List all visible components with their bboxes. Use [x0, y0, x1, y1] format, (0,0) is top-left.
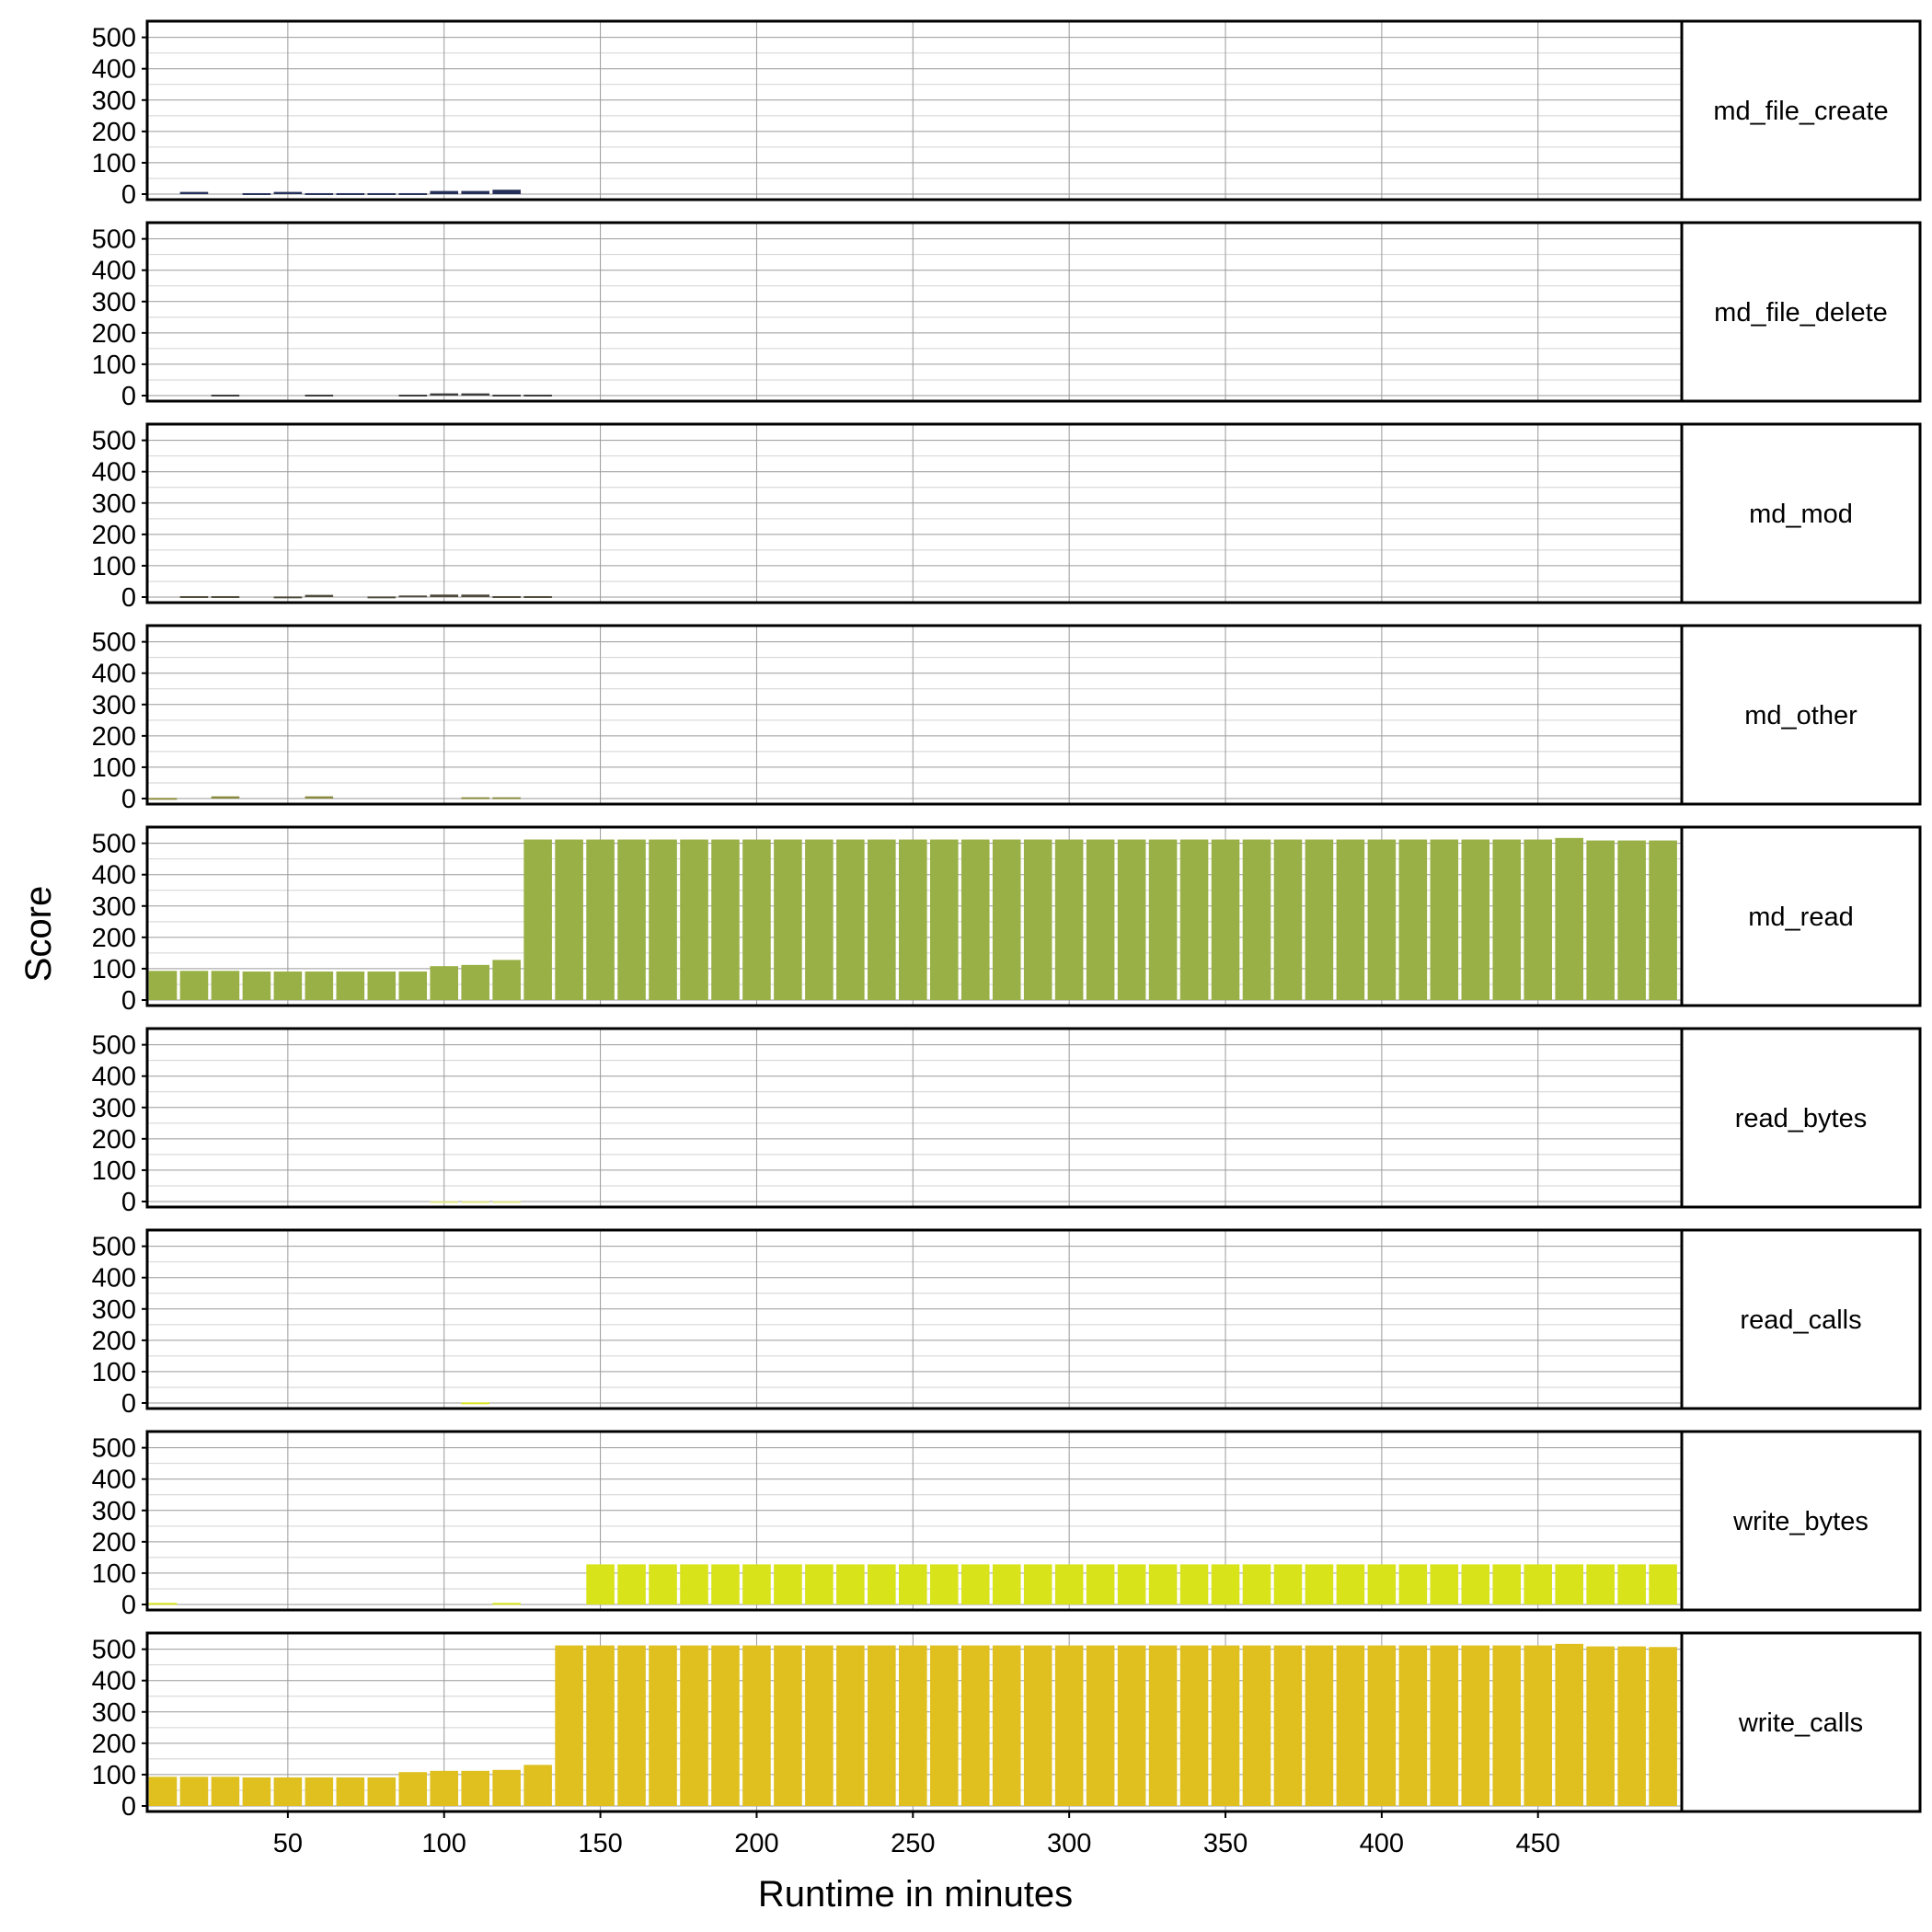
bar [1368, 1564, 1397, 1604]
bar [180, 971, 209, 1000]
bar [961, 1646, 990, 1806]
bar [367, 1777, 396, 1806]
y-tick-label: 200 [91, 721, 136, 752]
bar [337, 193, 365, 195]
bar [180, 192, 209, 194]
bar [649, 1564, 677, 1604]
y-tick-label: 200 [91, 1527, 136, 1558]
y-tick-label: 400 [91, 54, 136, 85]
facet-strip-label: md_other [1744, 701, 1857, 730]
x-tick-label: 400 [1359, 1829, 1405, 1858]
y-tick-label: 0 [121, 180, 136, 210]
bar [868, 1564, 896, 1604]
bar [398, 395, 427, 397]
bar [680, 1646, 708, 1806]
bar [1337, 1564, 1365, 1604]
x-tick-label: 100 [421, 1829, 466, 1858]
bar [586, 840, 615, 1000]
bar [1586, 1564, 1615, 1604]
bar [461, 1402, 489, 1404]
bar [243, 1777, 271, 1806]
bar [1118, 1646, 1146, 1806]
bar [1617, 1647, 1646, 1806]
y-tick-label: 500 [91, 1635, 136, 1665]
y-tick-label: 200 [91, 1326, 136, 1356]
bar [805, 840, 834, 1000]
bar [337, 1777, 365, 1806]
panel-write-calls [92, 1633, 1920, 1822]
bar [1180, 1564, 1209, 1604]
bar [836, 840, 865, 1000]
bar [1180, 1646, 1209, 1806]
bar [868, 840, 896, 1000]
bar [523, 840, 552, 1000]
bar [492, 1603, 521, 1604]
bar [305, 595, 334, 597]
facet-strip-label: md_file_create [1713, 97, 1889, 126]
y-tick-label: 300 [91, 489, 136, 519]
y-tick-label: 400 [91, 1062, 136, 1092]
bar [461, 1771, 489, 1806]
y-tick-label: 100 [91, 1760, 136, 1790]
panel-frame [147, 424, 1682, 603]
bar [212, 1777, 240, 1806]
y-tick-label: 100 [91, 954, 136, 984]
bar [649, 1646, 677, 1806]
bar [523, 395, 552, 397]
bar [1555, 1644, 1583, 1806]
y-tick-label: 100 [91, 148, 136, 178]
y-axis-title: Score [18, 885, 59, 983]
y-tick-label: 200 [91, 520, 136, 550]
bar [398, 193, 427, 195]
bar [899, 1564, 927, 1604]
bar [1492, 1564, 1521, 1604]
bar [274, 192, 303, 194]
bar [555, 1646, 583, 1806]
y-tick-label: 400 [91, 1263, 136, 1294]
y-tick-label: 500 [91, 1433, 136, 1464]
x-axis-title: Runtime in minutes [757, 1874, 1074, 1915]
bar [555, 840, 583, 1000]
bar [1024, 840, 1052, 1000]
bar [961, 840, 990, 1000]
bar [398, 595, 427, 597]
bar [617, 1646, 646, 1806]
y-tick-label: 400 [91, 1465, 136, 1495]
bar [1462, 840, 1490, 1000]
bar [1399, 1564, 1428, 1604]
bar [1087, 1564, 1115, 1604]
panel-md-read [92, 827, 1920, 1016]
x-tick-label: 50 [272, 1829, 304, 1858]
y-tick-label: 500 [91, 627, 136, 658]
y-tick-label: 300 [91, 891, 136, 922]
panel-write-bytes [92, 1432, 1920, 1620]
bar [1149, 840, 1178, 1000]
bar [461, 394, 489, 396]
bar [711, 840, 740, 1000]
facet-strip-label: read_calls [1740, 1305, 1862, 1335]
x-tick-label: 300 [1046, 1829, 1092, 1858]
y-tick-label: 400 [91, 457, 136, 488]
x-tick-label: 250 [891, 1829, 936, 1858]
x-tick-label: 150 [578, 1829, 623, 1858]
bar [1024, 1646, 1052, 1806]
panel-frame [147, 223, 1682, 401]
bar [1305, 840, 1334, 1000]
bar [337, 972, 365, 1000]
bar [711, 1646, 740, 1806]
bar [1087, 1646, 1115, 1806]
x-tick-label: 350 [1202, 1829, 1248, 1858]
y-tick-label: 0 [121, 1188, 136, 1217]
facet-strip-label: write_calls [1738, 1708, 1864, 1738]
bar [805, 1646, 834, 1806]
y-tick-label: 400 [91, 1666, 136, 1696]
panel-md-other [92, 626, 1920, 814]
y-tick-label: 500 [91, 1030, 136, 1061]
bar [1149, 1646, 1178, 1806]
bar [492, 1202, 521, 1203]
y-tick-label: 500 [91, 426, 136, 456]
bar [430, 394, 458, 396]
bar [899, 1646, 927, 1806]
bar [1212, 1646, 1240, 1806]
y-tick-label: 100 [91, 753, 136, 783]
bar [1149, 1564, 1178, 1604]
facet-strip-label: md_file_delete [1714, 298, 1888, 328]
bar [1274, 1564, 1303, 1604]
bar [367, 193, 396, 195]
y-tick-label: 0 [121, 1591, 136, 1620]
bar [367, 972, 396, 1000]
bar [305, 193, 334, 195]
y-tick-label: 0 [121, 1792, 136, 1822]
facet-panels [92, 21, 1920, 1822]
bar [461, 1202, 489, 1203]
bar [1180, 840, 1209, 1000]
panel-read-calls [92, 1230, 1920, 1419]
bar [430, 1202, 458, 1203]
bar [1118, 840, 1146, 1000]
bar [742, 1646, 771, 1806]
x-axis [273, 1811, 1560, 1858]
y-tick-label: 400 [91, 860, 136, 891]
bar [274, 1777, 303, 1806]
bar [1431, 840, 1459, 1000]
bar [1617, 841, 1646, 1000]
bar [1524, 1564, 1552, 1604]
bar [711, 1564, 740, 1604]
bar [680, 1564, 708, 1604]
facet-strip-label: write_bytes [1733, 1507, 1869, 1536]
bar [1337, 840, 1365, 1000]
bar [1431, 1646, 1459, 1806]
bar [617, 840, 646, 1000]
bar [1024, 1564, 1052, 1604]
bar [1055, 840, 1084, 1000]
panel-md-file-delete [92, 223, 1920, 411]
bar [805, 1564, 834, 1604]
bar [305, 395, 334, 397]
y-tick-label: 300 [91, 1496, 136, 1526]
bar [1274, 1646, 1303, 1806]
y-tick-label: 500 [91, 23, 136, 53]
bar [461, 594, 489, 597]
panel-frame [147, 1029, 1682, 1207]
y-tick-label: 0 [121, 382, 136, 411]
bar [1617, 1564, 1646, 1604]
bar [1586, 1647, 1615, 1806]
y-tick-label: 200 [91, 1729, 136, 1759]
bar [1212, 840, 1240, 1000]
bar [305, 972, 334, 1000]
bar [180, 1777, 209, 1806]
bar [1305, 1646, 1334, 1806]
bar [212, 797, 240, 799]
y-tick-label: 100 [91, 350, 136, 380]
bar [774, 840, 802, 1000]
bar [461, 798, 489, 799]
y-tick-label: 0 [121, 986, 136, 1016]
bar [492, 1770, 521, 1806]
bar [1555, 1564, 1583, 1604]
bar [1337, 1646, 1365, 1806]
y-tick-label: 500 [91, 224, 136, 255]
bar [430, 1771, 458, 1806]
y-tick-label: 300 [91, 690, 136, 720]
bar [274, 972, 303, 1000]
bar [149, 971, 178, 1000]
y-tick-label: 500 [91, 829, 136, 859]
y-tick-label: 0 [121, 583, 136, 613]
facet-strip-label: read_bytes [1734, 1104, 1868, 1133]
bar [1555, 838, 1583, 1000]
bar [1243, 1646, 1271, 1806]
bar [586, 1564, 615, 1604]
bar [617, 1564, 646, 1604]
bar [1492, 1646, 1521, 1806]
bar [523, 596, 552, 598]
bar [1462, 1564, 1490, 1604]
bar [868, 1646, 896, 1806]
bar [149, 798, 178, 799]
bar [212, 971, 240, 1000]
bar [586, 1646, 615, 1806]
bar [1649, 1647, 1677, 1806]
bar [274, 596, 303, 598]
bar [243, 193, 271, 195]
bar [993, 1564, 1021, 1604]
bar [1243, 840, 1271, 1000]
y-tick-label: 300 [91, 1294, 136, 1325]
y-tick-label: 100 [91, 1357, 136, 1387]
x-tick-label: 450 [1515, 1829, 1560, 1858]
panel-frame [147, 21, 1682, 200]
y-tick-label: 300 [91, 1093, 136, 1123]
y-tick-label: 400 [91, 659, 136, 689]
bar [523, 1765, 552, 1806]
y-tick-label: 100 [91, 1156, 136, 1186]
bar [1431, 1564, 1459, 1604]
bar [1462, 1646, 1490, 1806]
bar [993, 1646, 1021, 1806]
bar [742, 1564, 771, 1604]
bar [492, 798, 521, 799]
facet-strip-label: md_mod [1749, 500, 1853, 529]
bar [1492, 840, 1521, 1000]
y-tick-label: 0 [121, 785, 136, 814]
bar [461, 965, 489, 1000]
bar [930, 1564, 959, 1604]
bar [1305, 1564, 1334, 1604]
panel-frame [147, 1230, 1682, 1409]
bar [1399, 840, 1428, 1000]
y-tick-label: 300 [91, 287, 136, 317]
bar [1368, 840, 1397, 1000]
y-tick-label: 100 [91, 1558, 136, 1589]
bar [1524, 1646, 1552, 1806]
bar [149, 1777, 178, 1806]
bar [774, 1564, 802, 1604]
y-tick-label: 200 [91, 117, 136, 147]
y-tick-label: 100 [91, 551, 136, 581]
panel-read-bytes [92, 1029, 1920, 1217]
bar [430, 191, 458, 194]
bar [1368, 1646, 1397, 1806]
bar [836, 1564, 865, 1604]
bar [492, 190, 521, 194]
bar [1087, 840, 1115, 1000]
bar [305, 797, 334, 799]
y-tick-label: 0 [121, 1389, 136, 1419]
bar [899, 840, 927, 1000]
bar [367, 596, 396, 598]
bar [1055, 1564, 1084, 1604]
bar [961, 1564, 990, 1604]
bar [492, 960, 521, 1000]
bar [212, 596, 240, 598]
bar [492, 395, 521, 397]
bar [492, 596, 521, 598]
y-tick-label: 200 [91, 1124, 136, 1155]
y-tick-label: 300 [91, 1697, 136, 1728]
bar [1243, 1564, 1271, 1604]
bar [1118, 1564, 1146, 1604]
y-tick-label: 400 [91, 256, 136, 286]
bar [1055, 1646, 1084, 1806]
bar [149, 1603, 178, 1604]
panel-md-file-create [92, 21, 1920, 210]
bar [680, 840, 708, 1000]
bar [1649, 1564, 1677, 1604]
bar [243, 972, 271, 1000]
y-tick-label: 200 [91, 318, 136, 349]
bar [430, 594, 458, 597]
facet-strip-label: md_read [1748, 903, 1854, 932]
bar [930, 1646, 959, 1806]
bar [1586, 841, 1615, 1000]
bar [398, 972, 427, 1000]
x-tick-label: 200 [734, 1829, 779, 1858]
y-tick-label: 500 [91, 1232, 136, 1262]
bar [993, 840, 1021, 1000]
panel-md-mod [92, 424, 1920, 613]
panel-frame [147, 626, 1682, 804]
bar [649, 840, 677, 1000]
bar [461, 191, 489, 194]
bar [398, 1772, 427, 1806]
bar [1649, 841, 1677, 1000]
bar [180, 596, 209, 598]
bar [836, 1646, 865, 1806]
bar [1399, 1646, 1428, 1806]
bar [212, 395, 240, 397]
bar [742, 840, 771, 1000]
y-tick-label: 200 [91, 923, 136, 953]
bar [305, 1777, 334, 1806]
bar [930, 840, 959, 1000]
bar [774, 1646, 802, 1806]
bar [1274, 840, 1303, 1000]
bar [430, 966, 458, 1000]
bar [1212, 1564, 1240, 1604]
y-tick-label: 300 [91, 86, 136, 116]
bar [1524, 840, 1552, 1000]
